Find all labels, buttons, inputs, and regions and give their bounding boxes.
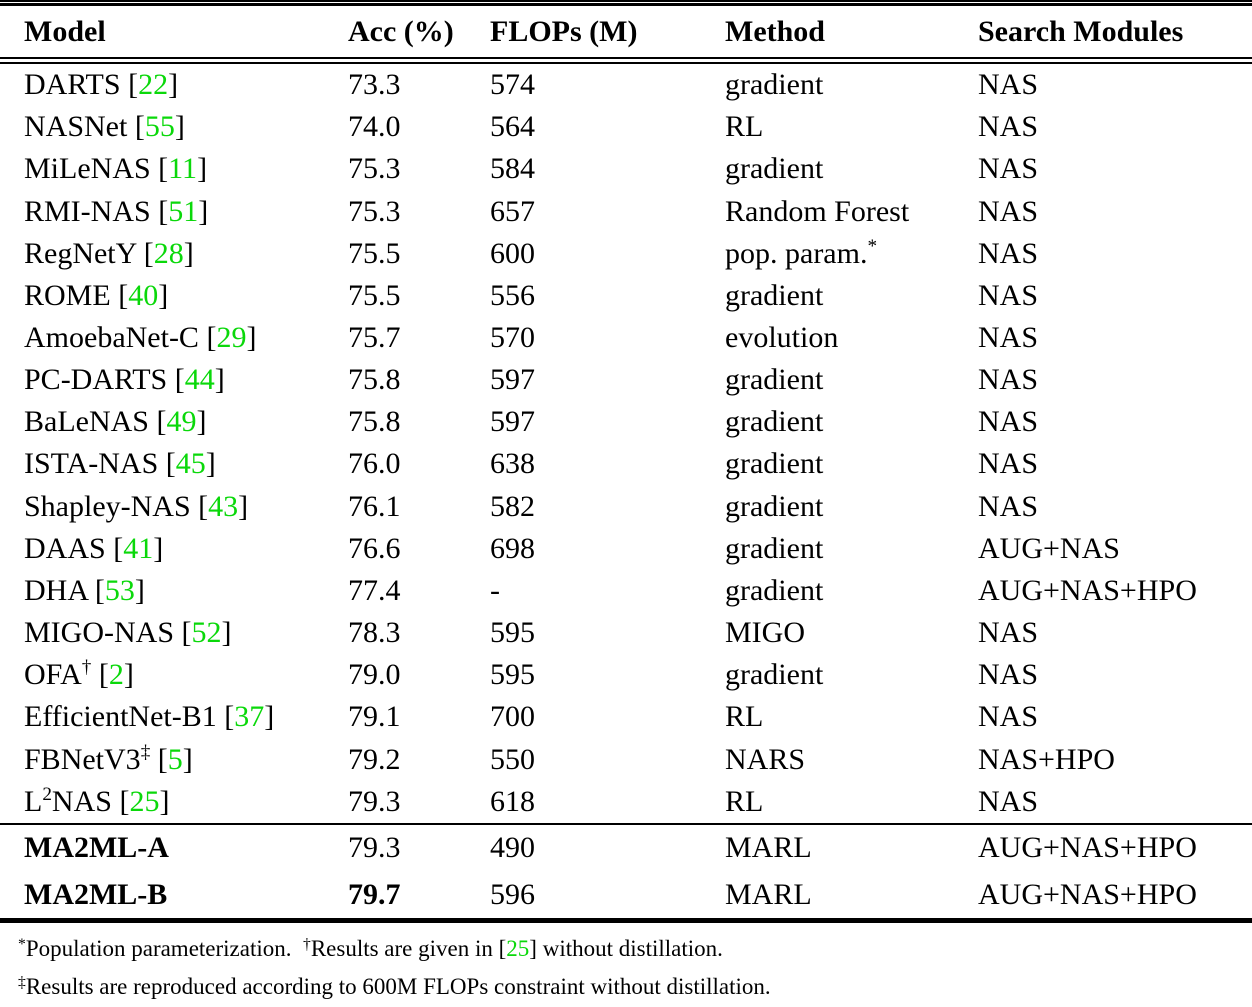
- flops-cell: 700: [490, 700, 535, 734]
- citation-link[interactable]: 5: [167, 742, 183, 776]
- method-label: gradient: [725, 152, 824, 186]
- flops-cell: 490: [490, 831, 535, 865]
- method-cell: [725, 490, 978, 524]
- citation-link[interactable]: 45: [175, 447, 206, 481]
- flops-cell: 584: [490, 152, 535, 186]
- method-cell: [725, 831, 978, 865]
- flops-cell: 597: [490, 405, 535, 439]
- flops-cell: 595: [490, 616, 535, 650]
- footnote-text: Results are given in [: [310, 936, 507, 961]
- citation-link[interactable]: 29: [216, 321, 247, 354]
- method-label: gradient: [725, 363, 824, 397]
- model-cell: [0, 447, 348, 481]
- citation-bracket-close: ]: [159, 784, 170, 818]
- flops-cell: 596: [490, 877, 535, 911]
- acc-cell: 79.3: [348, 831, 401, 865]
- method-cell: [725, 279, 978, 313]
- method-label: MIGO: [725, 616, 805, 650]
- citation-link[interactable]: 28: [153, 236, 184, 270]
- model-name: MiLeNAS: [24, 152, 151, 186]
- model-cell: [0, 363, 348, 397]
- citation-link[interactable]: 53: [104, 573, 135, 607]
- flops-cell: 638: [490, 447, 535, 481]
- method-label: RL: [725, 784, 764, 818]
- citation-bracket-open: [: [105, 531, 124, 565]
- table-row: [0, 872, 1252, 919]
- method-cell: [725, 110, 978, 144]
- method-superscript: *: [867, 235, 878, 257]
- citation-link[interactable]: 51: [168, 194, 199, 228]
- citation-link[interactable]: 11: [168, 152, 198, 186]
- method-label: gradient: [725, 447, 824, 481]
- citation-bracket-open: [: [136, 236, 154, 270]
- search-modules-cell: NAS: [978, 405, 1039, 439]
- model-name: MA2ML-B: [24, 877, 168, 911]
- model-name: ROME: [24, 278, 111, 312]
- citation-bracket-open: [: [91, 658, 109, 692]
- method-cell: [725, 237, 978, 271]
- model-name: NASNet: [24, 110, 128, 144]
- search-modules-cell: NAS: [978, 616, 1039, 650]
- search-modules-cell: NAS: [978, 489, 1039, 523]
- table-row: [0, 148, 1252, 190]
- acc-cell: 79.3: [348, 784, 401, 818]
- table-row: [0, 443, 1252, 485]
- table-row: [0, 612, 1252, 654]
- column-header-acc: Acc (%): [348, 14, 454, 48]
- table-row: [0, 825, 1252, 872]
- method-label: gradient: [725, 68, 824, 102]
- acc-cell: 74.0: [348, 110, 401, 144]
- citation-bracket-close: ]: [182, 742, 193, 776]
- model-cell: [0, 785, 348, 819]
- search-modules-cell: NAS: [978, 363, 1039, 397]
- table-row: [0, 654, 1252, 696]
- model-name: L: [24, 784, 43, 818]
- acc-cell: 75.5: [348, 236, 401, 270]
- citation-bracket-close: ]: [158, 278, 169, 312]
- model-cell: [0, 279, 348, 313]
- search-modules-cell: AUG+NAS+HPO: [978, 573, 1197, 607]
- table-header-row: [0, 6, 1252, 57]
- citation-bracket-close: ]: [153, 531, 164, 565]
- model-name: MIGO-NAS: [24, 616, 174, 650]
- search-modules-cell: AUG+NAS: [978, 531, 1120, 565]
- model-name: RMI-NAS: [24, 194, 151, 228]
- model-superscript: 2: [42, 783, 52, 805]
- model-cell: [0, 616, 348, 650]
- column-header-model: Model: [24, 14, 106, 48]
- flops-cell: -: [490, 573, 500, 607]
- citation-link[interactable]: 49: [166, 405, 197, 439]
- footnote-line: ‡ Results are reproduced according to 600M FLOPs constraint without distillation.: [18, 974, 771, 999]
- acc-cell: 79.1: [348, 700, 401, 734]
- model-superscript: †: [81, 657, 92, 679]
- model-cell: [0, 110, 348, 144]
- citation-link[interactable]: 37: [234, 700, 265, 734]
- table-row: [0, 781, 1252, 823]
- citation-bracket-close: ]: [205, 447, 216, 481]
- model-name: ISTA-NAS: [24, 447, 159, 481]
- model-cell: [0, 700, 348, 734]
- search-modules-cell: AUG+NAS+HPO: [978, 831, 1197, 865]
- flops-cell: 570: [490, 321, 535, 354]
- method-cell: [725, 195, 978, 229]
- method-label: pop. param.: [725, 236, 868, 270]
- method-cell: [725, 447, 978, 481]
- acc-cell: 76.1: [348, 489, 401, 523]
- acc-cell: 79.2: [348, 742, 401, 776]
- search-modules-cell: NAS: [978, 658, 1039, 692]
- method-label: gradient: [725, 278, 824, 312]
- method-cell: [725, 363, 978, 397]
- table-body-baselines: [0, 64, 1252, 823]
- method-label: gradient: [725, 573, 824, 607]
- search-modules-cell: NAS: [978, 110, 1039, 144]
- acc-cell: 76.6: [348, 531, 401, 565]
- model-cell: [0, 532, 348, 566]
- method-label: MARL: [725, 877, 812, 911]
- citation-bracket-open: [: [148, 405, 167, 439]
- citation-bracket-close: ]: [238, 489, 249, 523]
- method-cell: [725, 743, 978, 777]
- model-name: OFA: [24, 658, 82, 692]
- method-cell: [725, 574, 978, 608]
- citation-bracket-close: ]: [197, 152, 208, 186]
- search-modules-cell: NAS: [978, 278, 1039, 312]
- citation-link[interactable]: 52: [191, 616, 222, 650]
- flops-cell: 582: [490, 489, 535, 523]
- table-row: [0, 106, 1252, 148]
- citation-link[interactable]: 44: [184, 363, 215, 397]
- acc-cell: 77.4: [348, 573, 401, 607]
- citation-link[interactable]: 40: [128, 278, 159, 312]
- method-cell: [725, 878, 978, 912]
- method-label: gradient: [725, 489, 824, 523]
- citation-bracket-open: [: [110, 278, 129, 312]
- flops-cell: 550: [490, 742, 535, 776]
- acc-cell: 75.3: [348, 152, 401, 186]
- model-cell: [0, 490, 348, 524]
- table-row: [0, 739, 1252, 781]
- citation-bracket-close: ]: [246, 321, 257, 354]
- acc-cell: 78.3: [348, 616, 401, 650]
- column-header-flops: FLOPs (M): [490, 14, 638, 48]
- flops-cell: 657: [490, 194, 535, 228]
- model-name: Shapley-NAS: [24, 489, 191, 523]
- table-row: [0, 528, 1252, 570]
- method-label: gradient: [725, 531, 824, 565]
- search-modules-cell: NAS: [978, 68, 1039, 102]
- table-row: [0, 64, 1252, 106]
- method-label: gradient: [725, 658, 824, 692]
- table-row: [0, 486, 1252, 528]
- model-cell: [0, 878, 348, 912]
- citation-link[interactable]: 25: [506, 936, 530, 961]
- model-name: EfficientNet-B1: [24, 700, 217, 734]
- method-label: RL: [725, 110, 764, 144]
- citation-bracket-open: [: [150, 194, 169, 228]
- citation-bracket-close: ]: [168, 68, 179, 102]
- search-modules-cell: NAS+HPO: [978, 742, 1115, 776]
- citation-bracket-open: [: [198, 321, 217, 354]
- flops-cell: 618: [490, 784, 535, 818]
- citation-bracket-close: ]: [221, 616, 232, 650]
- citation-bracket-close: ]: [183, 236, 194, 270]
- model-cell: [0, 743, 348, 777]
- model-cell: [0, 195, 348, 229]
- model-name: MA2ML-A: [24, 831, 169, 865]
- method-label: RL: [725, 700, 764, 734]
- table-row: [0, 275, 1252, 317]
- model-cell: [0, 321, 348, 355]
- model-name: RegNetY: [24, 236, 137, 270]
- acc-cell: 76.0: [348, 447, 401, 481]
- method-cell: [725, 785, 978, 819]
- citation-bracket-open: [: [111, 784, 130, 818]
- citation-link[interactable]: 2: [108, 658, 124, 692]
- citation-link[interactable]: 41: [123, 531, 154, 565]
- flops-cell: 600: [490, 236, 535, 270]
- model-name: DHA: [24, 573, 88, 607]
- method-cell: [725, 68, 978, 102]
- citation-bracket-open: [: [127, 110, 145, 144]
- citation-bracket-open: [: [150, 742, 168, 776]
- citation-bracket-close: ]: [214, 363, 225, 397]
- table-row: [0, 570, 1252, 612]
- citation-bracket-open: [: [190, 489, 209, 523]
- model-name: FBNetV3: [24, 742, 141, 776]
- citation-bracket-open: [: [87, 573, 105, 607]
- table-row: [0, 190, 1252, 232]
- search-modules-cell: NAS: [978, 784, 1039, 818]
- citation-bracket-open: [: [216, 700, 235, 734]
- search-modules-cell: NAS: [978, 194, 1039, 228]
- acc-cell: 75.5: [348, 278, 401, 312]
- method-cell: [725, 532, 978, 566]
- column-header-method: Method: [725, 14, 825, 48]
- footnotes: [0, 923, 1252, 1006]
- acc-cell: 73.3: [348, 68, 401, 102]
- search-modules-cell: NAS: [978, 321, 1039, 354]
- method-cell: [725, 700, 978, 734]
- citation-bracket-open: [: [174, 616, 192, 650]
- table-row: [0, 233, 1252, 275]
- footnote-line: * Population parameterization. † Results are given in [ 25 ] without distillation.: [18, 936, 723, 961]
- citation-bracket-open: [: [120, 68, 139, 102]
- acc-cell: 75.7: [348, 321, 401, 354]
- citation-link[interactable]: 55: [144, 110, 175, 144]
- model-cell: [0, 574, 348, 608]
- citation-bracket-open: [: [167, 363, 185, 397]
- model-name: AmoebaNet-C: [24, 321, 199, 354]
- footnote-text: ] without distillation.: [529, 936, 723, 961]
- method-label: gradient: [725, 405, 824, 439]
- table-row: [0, 696, 1252, 738]
- model-name: BaLeNAS: [24, 405, 149, 439]
- method-label: MARL: [725, 831, 812, 865]
- model-name: PC-DARTS: [24, 363, 168, 397]
- table-row: [0, 401, 1252, 443]
- method-cell: [725, 616, 978, 650]
- citation-bracket-open: [: [158, 447, 176, 481]
- flops-cell: 595: [490, 658, 535, 692]
- citation-bracket-close: ]: [174, 110, 185, 144]
- model-name: DAAS: [24, 531, 106, 565]
- model-cell: [0, 237, 348, 271]
- method-cell: [725, 658, 978, 692]
- method-label: Random Forest: [725, 194, 910, 228]
- flops-cell: 564: [490, 110, 535, 144]
- method-cell: [725, 152, 978, 186]
- citation-link[interactable]: 43: [208, 489, 239, 523]
- column-header-search-modules: Search Modules: [978, 14, 1184, 48]
- citation-link[interactable]: 22: [138, 68, 169, 102]
- flops-cell: 574: [490, 68, 535, 102]
- model-cell: [0, 152, 348, 186]
- method-label: evolution: [725, 321, 839, 354]
- flops-cell: 597: [490, 363, 535, 397]
- method-label: NARS: [725, 742, 806, 776]
- model-name: DARTS: [24, 68, 121, 102]
- acc-cell: 79.0: [348, 658, 401, 692]
- footnote-text: Results are reproduced according to 600M FLOPs constraint without distillation.: [25, 974, 771, 999]
- citation-bracket-open: [: [150, 152, 169, 186]
- citation-bracket-close: ]: [264, 700, 275, 734]
- search-modules-cell: NAS: [978, 447, 1039, 481]
- citation-bracket-close: ]: [123, 658, 134, 692]
- flops-cell: 556: [490, 278, 535, 312]
- acc-cell: 79.7: [348, 877, 401, 911]
- table-row: [0, 317, 1252, 359]
- model-cell: [0, 68, 348, 102]
- table-body-ours: [0, 825, 1252, 918]
- search-modules-cell: NAS: [978, 236, 1039, 270]
- citation-link[interactable]: 25: [129, 784, 160, 818]
- search-modules-cell: NAS: [978, 700, 1039, 734]
- citation-bracket-close: ]: [196, 405, 207, 439]
- search-modules-cell: AUG+NAS+HPO: [978, 877, 1197, 911]
- method-cell: [725, 405, 978, 439]
- citation-bracket-close: ]: [198, 194, 209, 228]
- table-row: [0, 359, 1252, 401]
- search-modules-cell: NAS: [978, 152, 1039, 186]
- acc-cell: 75.3: [348, 194, 401, 228]
- model-superscript: ‡: [140, 741, 151, 763]
- method-cell: [725, 321, 978, 355]
- model-name-suffix: NAS: [51, 784, 112, 818]
- flops-cell: 698: [490, 531, 535, 565]
- acc-cell: 75.8: [348, 363, 401, 397]
- acc-cell: 75.8: [348, 405, 401, 439]
- model-cell: [0, 405, 348, 439]
- model-cell: [0, 831, 348, 865]
- model-cell: [0, 658, 348, 692]
- footnote-text: Population parameterization.: [25, 936, 304, 961]
- citation-bracket-close: ]: [134, 573, 145, 607]
